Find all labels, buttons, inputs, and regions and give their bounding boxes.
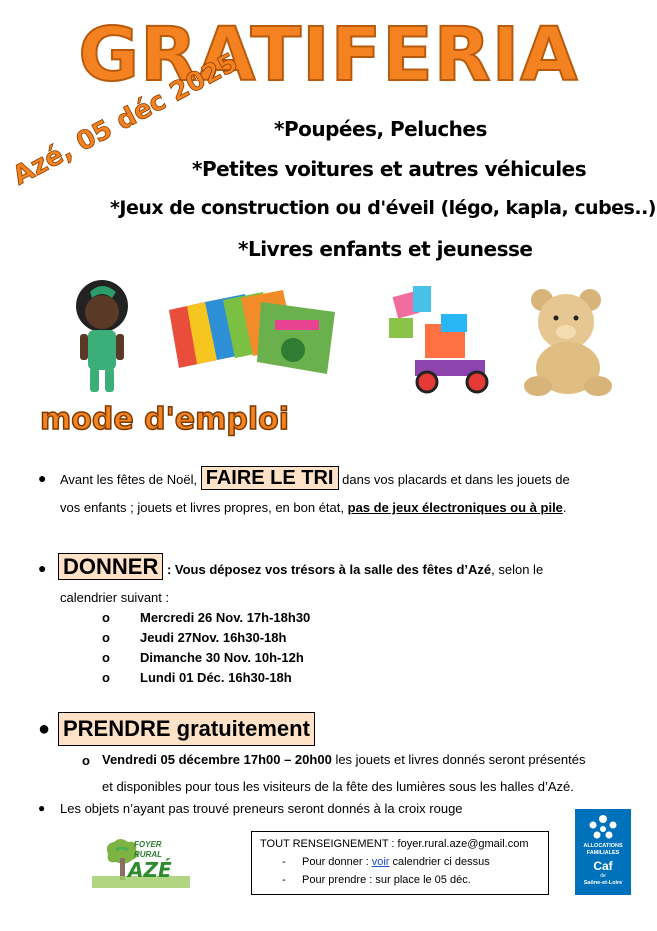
step3-line2: et disponibles pour tous les visiteurs de la fête des lumières sous les halles d’Azé.: [102, 779, 574, 794]
info-give-rest: calendrier ci dessus: [392, 856, 490, 868]
step1-before: Avant les fêtes de Noël,: [60, 472, 198, 487]
schedule-marker: o: [102, 670, 110, 685]
caf-name: Caf: [593, 859, 613, 873]
construction-toy-image: [385, 284, 495, 396]
step1-after: dans vos placards et dans les jouets de: [342, 472, 570, 487]
caf-logo: [575, 809, 631, 895]
category-cars: *Petites voitures et autres véhicules: [192, 157, 587, 181]
schedule-marker: o: [102, 630, 110, 645]
teddy-bear-image: [518, 286, 618, 398]
step2-bold: : Vous déposez vos trésors à la salle des fêtes d’Azé: [166, 562, 492, 577]
poster-title: GRATIFERIA: [78, 12, 579, 98]
info-see-link[interactable]: voir: [371, 856, 390, 868]
step3-box: PRENDRE gratuitement: [58, 712, 315, 746]
info-dash: -: [282, 874, 286, 886]
schedule-item: Lundi 01 Déc. 16h30-18h: [140, 670, 292, 685]
info-line1: TOUT RENSEIGNEMENT : foyer.rural.aze@gmail.com: [260, 838, 529, 850]
bullet-dot: ●: [38, 560, 47, 576]
step1-line1: [60, 463, 630, 494]
doll-image: [62, 278, 142, 396]
schedule-marker: o: [102, 610, 110, 625]
step2-line1: [58, 551, 543, 584]
foyer-rural-logo: [86, 836, 196, 896]
step2-line2: calendrier suivant :: [60, 590, 170, 605]
step3-bold: Vendredi 05 décembre 17h00 – 20h00: [102, 752, 332, 767]
category-books: *Livres enfants et jeunesse: [238, 237, 533, 261]
bullet-dot: ●: [38, 718, 51, 740]
step3-heading: [58, 712, 315, 746]
aze-label: AZÉ: [128, 858, 172, 882]
rural-label: RURAL: [134, 850, 162, 859]
caf-line1: ALLOCATIONS: [583, 843, 623, 849]
step3-line1: [102, 746, 585, 774]
info-dash: -: [282, 856, 286, 868]
category-construction: *Jeux de construction ou d'éveil (légo, kapla, cubes..): [110, 197, 656, 219]
step1-line2-text: vos enfants ; jouets et livres propres, en bon état,: [60, 500, 344, 515]
caf-de: de: [600, 873, 606, 879]
step1-line2: [60, 494, 567, 522]
info-give-label: Pour donner :: [302, 856, 369, 868]
bullet-dot: ●: [38, 470, 47, 486]
step1-warning: pas de jeux électroniques ou à pile: [347, 500, 563, 515]
step2-after: , selon le: [491, 562, 544, 577]
books-image: [165, 290, 343, 374]
category-dolls: *Poupées, Peluches: [274, 117, 487, 141]
schedule-item: Dimanche 30 Nov. 10h-12h: [140, 650, 304, 665]
foyer-label: FOYER: [134, 840, 162, 849]
info-box: [251, 831, 549, 895]
schedule-item: Mercredi 26 Nov. 17h-18h30: [140, 610, 311, 625]
schedule-marker: o: [102, 650, 110, 665]
bullet-dot: ●: [38, 801, 46, 815]
schedule-marker: o: [82, 753, 90, 768]
step1-line2-end: .: [562, 500, 567, 515]
schedule-item: Jeudi 27Nov. 16h30-18h: [140, 630, 287, 645]
section-heading: mode d'emploi: [40, 402, 290, 437]
step1-box: FAIRE LE TRI: [201, 466, 339, 490]
info-line3: Pour prendre : sur place le 05 déc.: [302, 874, 471, 886]
caf-line2: FAMILIALES: [586, 850, 620, 856]
step4-text: Les objets n’ayant pas trouvé preneurs seront donnés à la croix rouge: [60, 801, 463, 816]
date-banner: Azé, 05 déc 2025: [8, 47, 243, 192]
step2-box: DONNER: [58, 553, 163, 580]
caf-region: Saône-et-Loire: [583, 880, 623, 886]
step3-after: les jouets et livres donnés seront présentés: [335, 752, 586, 767]
info-line2: [302, 856, 490, 868]
